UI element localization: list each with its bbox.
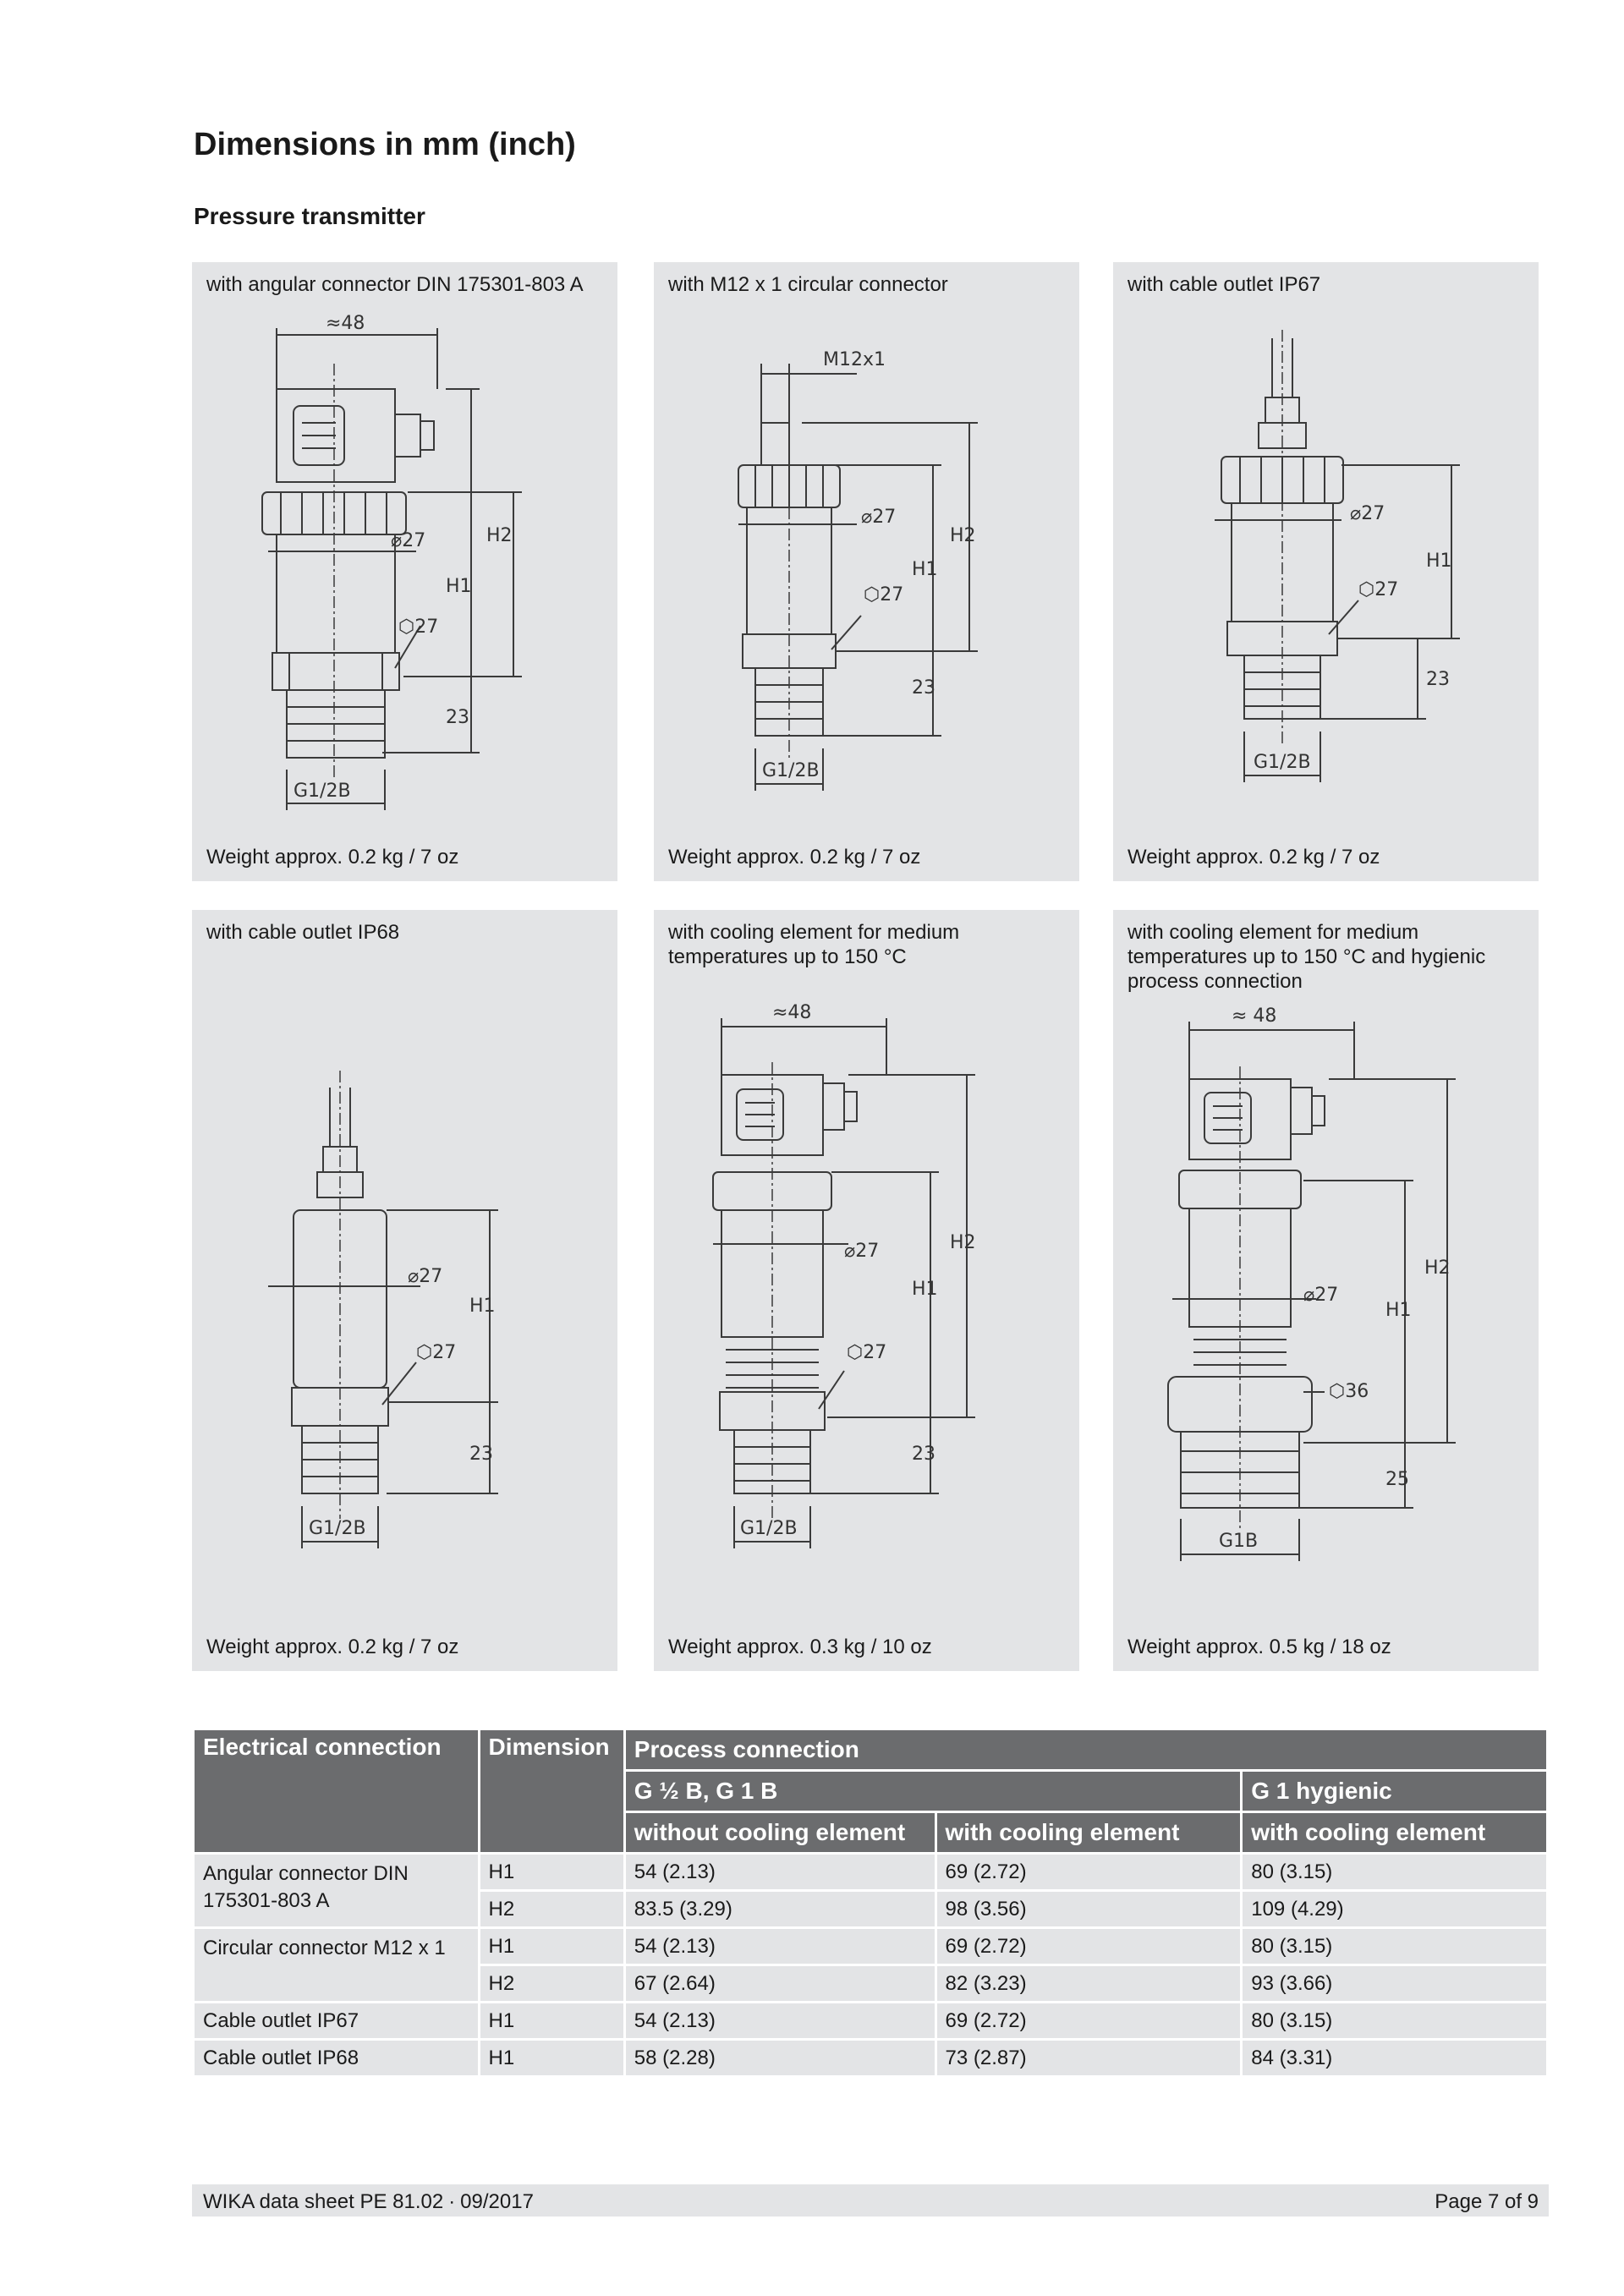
panel-caption: with cooling element for medium temperatures up to 150 °C [668, 921, 960, 968]
drawing-cable-ip67 [1113, 262, 1539, 881]
drawing-m12-connector [654, 262, 1079, 881]
cell-value: 98 (3.56) [937, 1892, 1241, 1926]
footer-datasheet: WIKA data sheet PE 81.02 ∙ 09/2017 [203, 2190, 534, 2213]
dim-h1: H1 [912, 559, 938, 580]
dim-diameter: ⌀27 [391, 530, 426, 551]
cell-dimension: H2 [480, 1892, 623, 1926]
panel-weight: Weight approx. 0.2 kg / 7 oz [206, 846, 459, 869]
cell-value: 54 (2.13) [626, 2003, 935, 2038]
panel-weight: Weight approx. 0.2 kg / 7 oz [206, 1636, 459, 1658]
cell-value: 54 (2.13) [626, 1855, 935, 1889]
dim-hex: ⬡27 [864, 584, 904, 606]
cell-value: 83.5 (3.29) [626, 1892, 935, 1926]
dim-23: 23 [1426, 669, 1450, 690]
dim-h2: H2 [1424, 1258, 1451, 1279]
panel-cooling-element [654, 910, 1079, 1671]
panel-weight: Weight approx. 0.5 kg / 18 oz [1127, 1636, 1391, 1658]
dim-width: ≈48 [326, 313, 365, 334]
dim-h2: H2 [486, 525, 513, 546]
panel-angular-connector [192, 262, 617, 881]
table-row [195, 2041, 1546, 2075]
dim-width: ≈ 48 [1232, 1006, 1277, 1027]
dim-diameter: ⌀27 [1350, 503, 1385, 524]
dim-hex: ⬡27 [416, 1342, 457, 1363]
panel-cable-ip68 [192, 910, 617, 1671]
dim-25: 25 [1385, 1469, 1409, 1490]
header-process-connection: Process connection [626, 1730, 1546, 1769]
panel-weight: Weight approx. 0.2 kg / 7 oz [1127, 846, 1380, 869]
dim-width: M12x1 [823, 349, 886, 370]
dim-thread: G1/2B [740, 1518, 798, 1539]
cell-electrical: Circular connector M12 x 1 [195, 1929, 478, 2001]
header-with-cooling: with cooling element [937, 1813, 1241, 1852]
dim-diameter: ⌀27 [861, 507, 897, 528]
cell-electrical: Angular connector DIN 175301-803 A [195, 1855, 478, 1926]
table-row [195, 1855, 1546, 1889]
drawing-cooling-hygienic [1113, 910, 1539, 1671]
dim-23: 23 [912, 677, 935, 699]
cell-value: 80 (3.15) [1243, 1855, 1546, 1889]
dim-h1: H1 [1385, 1300, 1412, 1321]
panel-caption: with cooling element for medium temperatures up to 150 °C and hygienic process connection [1127, 921, 1486, 993]
dim-h1: H1 [469, 1296, 496, 1317]
dim-h1: H1 [912, 1279, 938, 1300]
panel-cooling-hygienic [1113, 910, 1539, 1671]
dim-thread: G1/2B [762, 760, 820, 781]
drawing-angular-connector [192, 262, 617, 881]
dim-diameter: ⌀27 [844, 1241, 880, 1262]
cell-value: 69 (2.72) [937, 1929, 1241, 1964]
cell-value: 54 (2.13) [626, 1929, 935, 1964]
panel-caption: with M12 x 1 circular connector [668, 273, 948, 296]
dim-23: 23 [446, 707, 469, 728]
dim-diameter: ⌀27 [1303, 1285, 1339, 1306]
dim-thread: G1B [1219, 1531, 1259, 1552]
section-subtitle: Pressure transmitter [194, 203, 425, 229]
panel-cable-ip67 [1113, 262, 1539, 881]
header-dimension: Dimension [480, 1730, 623, 1852]
cell-value: 58 (2.28) [626, 2041, 935, 2075]
panel-m12-connector [654, 262, 1079, 881]
dim-width: ≈48 [772, 1002, 812, 1023]
dim-thread: G1/2B [1254, 752, 1311, 773]
cell-value: 67 (2.64) [626, 1966, 935, 2001]
header-with-cooling-hygienic: with cooling element [1243, 1813, 1546, 1852]
dim-h2: H2 [950, 525, 976, 546]
dimension-table [192, 1728, 1549, 2078]
dim-h1: H1 [1426, 551, 1452, 572]
dim-h2: H2 [950, 1232, 976, 1253]
cell-value: 69 (2.72) [937, 2003, 1241, 2038]
page-title: Dimensions in mm (inch) [194, 127, 576, 162]
footer-page-number: Page 7 of 9 [1435, 2190, 1539, 2213]
dim-thread: G1/2B [294, 781, 351, 802]
drawing-cooling-element [654, 910, 1079, 1671]
panel-caption: with cable outlet IP68 [206, 921, 400, 944]
cell-value: 73 (2.87) [937, 2041, 1241, 2075]
cell-value: 82 (3.23) [937, 1966, 1241, 2001]
panel-caption: with cable outlet IP67 [1127, 273, 1321, 296]
dim-hex: ⬡27 [1358, 579, 1399, 600]
panel-weight: Weight approx. 0.2 kg / 7 oz [668, 846, 921, 869]
table-row [195, 2003, 1546, 2038]
cell-dimension: H1 [480, 1855, 623, 1889]
dim-23: 23 [469, 1444, 493, 1465]
panel-weight: Weight approx. 0.3 kg / 10 oz [668, 1636, 932, 1658]
cell-electrical: Cable outlet IP67 [195, 2003, 478, 2038]
table-row [195, 1929, 1546, 1964]
dim-23: 23 [912, 1444, 935, 1465]
cell-value: 80 (3.15) [1243, 1929, 1546, 1964]
cell-value: 84 (3.31) [1243, 2041, 1546, 2075]
header-g12-g1: G ½ B, G 1 B [626, 1772, 1240, 1811]
panel-caption: with angular connector DIN 175301-803 A [206, 273, 584, 296]
drawing-cable-ip68 [192, 910, 617, 1671]
cell-value: 80 (3.15) [1243, 2003, 1546, 2038]
dim-hex: ⬡27 [847, 1342, 887, 1363]
cell-dimension: H1 [480, 2041, 623, 2075]
cell-value: 93 (3.66) [1243, 1966, 1546, 2001]
dim-diameter: ⌀27 [408, 1266, 443, 1287]
dim-hex: ⬡27 [398, 616, 439, 638]
header-without-cooling: without cooling element [626, 1813, 935, 1852]
dim-thread: G1/2B [309, 1518, 366, 1539]
header-electrical-connection: Electrical connection [195, 1730, 478, 1852]
cell-value: 69 (2.72) [937, 1855, 1241, 1889]
cell-dimension: H1 [480, 1929, 623, 1964]
page-footer [192, 2184, 1549, 2217]
cell-dimension: H2 [480, 1966, 623, 2001]
cell-electrical: Cable outlet IP68 [195, 2041, 478, 2075]
header-g1-hygienic: G 1 hygienic [1243, 1772, 1546, 1811]
dim-hex: ⬡36 [1329, 1381, 1369, 1402]
cell-value: 109 (4.29) [1243, 1892, 1546, 1926]
cell-dimension: H1 [480, 2003, 623, 2038]
dim-h1: H1 [446, 576, 472, 597]
